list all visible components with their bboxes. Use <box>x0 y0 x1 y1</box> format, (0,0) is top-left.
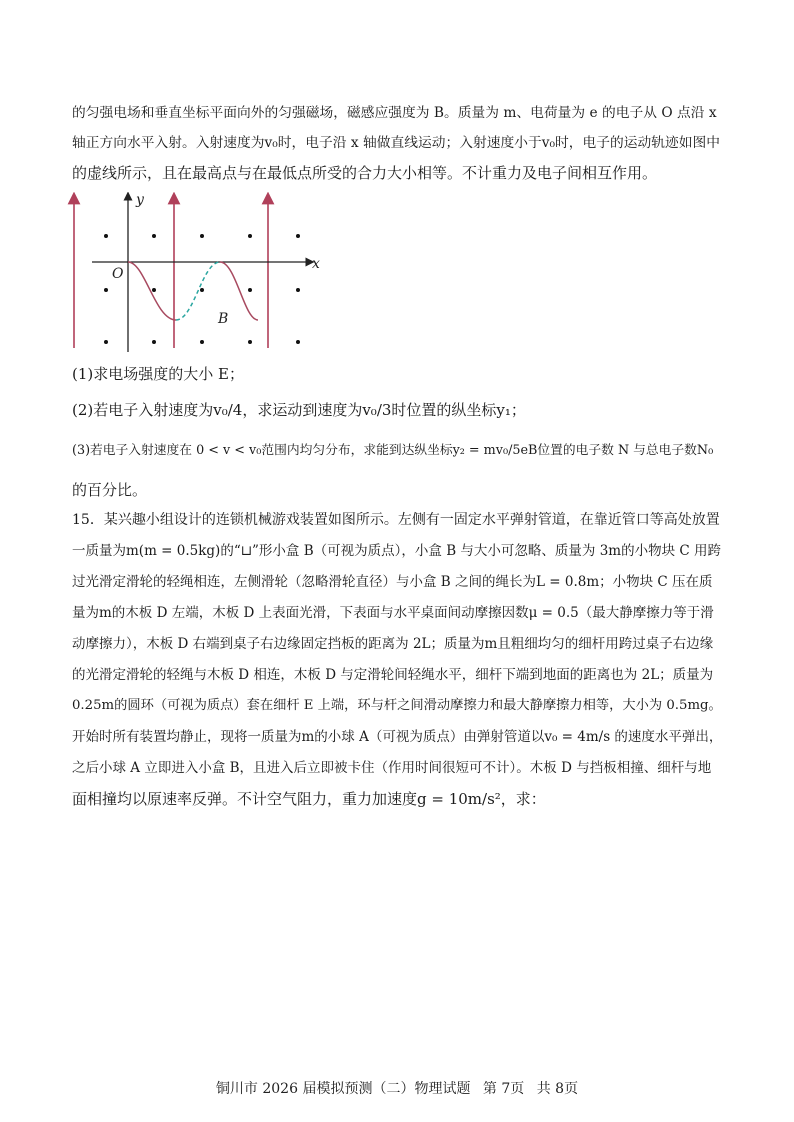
problem-15-line: 之后小球 A 立即进入小盒 B，且进入后立即被卡住（作用时间很短可不计）。木板 D 与挡板相撞、细杆与地 <box>72 760 712 776</box>
problem-15-line: 动摩擦力），木板 D 右端到桌子右边缘固定挡板的距离为 2L；质量为m且粗细均匀的细杆用跨过桌子右边缘 <box>72 636 714 652</box>
problem-15-line: 过光滑定滑轮的轻绳相连，左侧滑轮（忽略滑轮直径）与小盒 B 之间的绳长为L = 0.8m；小物块 C 压在质 <box>72 574 713 590</box>
question-2: (2)若电子入射速度为v₀/4，求运动到速度为v₀/3时位置的纵坐标y₁； <box>72 401 526 419</box>
y-axis-label: y <box>136 192 144 208</box>
magnetic-field-dots <box>104 234 300 344</box>
origin-label: O <box>112 266 124 282</box>
trajectory-dashed <box>176 262 220 320</box>
intro-line-2: 轴正方向水平入射。入射速度为v₀时，电子沿 x 轴做直线运动；入射速度小于v₀时，电子的运动轨迹如图中 <box>72 135 721 151</box>
problem-15-line: 一质量为m(m = 0.5kg)的“⊔”形小盒 B（可视为质点），小盒 B 与大小可忽略、质量为 3m的小物块 C 用跨 <box>72 543 721 559</box>
question-3-cont: 的百分比。 <box>72 481 148 499</box>
trajectory-figure <box>60 192 330 358</box>
intro-line-3: 的虚线所示，且在最高点与在最低点所受的合力大小相等。不计重力及电子间相互作用。 <box>72 164 658 182</box>
exam-title: 铜川市 2026 届模拟预测（二）物理试题 <box>215 1081 471 1097</box>
problem-15-line: 面相撞均以原速率反弹。不计空气阻力，重力加速度g = 10m/s²，求： <box>72 790 546 808</box>
field-label: B <box>218 311 229 327</box>
intro-line-1: 的匀强电场和垂直坐标平面向外的匀强磁场，磁感应强度为 B。质量为 m、电荷量为 e 的电子从 O 点沿 x <box>72 105 717 121</box>
trajectory-solid-1 <box>128 262 176 320</box>
page-number: 第 7页 <box>482 1081 525 1097</box>
problem-15-line: 的光滑定滑轮的轻绳与木板 D 相连，木板 D 与定滑轮间轻绳水平，细杆下端到地面的距离也为 2L；质量为 <box>72 667 714 683</box>
problem-15-line: 0.25m的圆环（可视为质点）套在细杆 E 上端，环与杆之间滑动摩擦力和最大静摩擦力相等，大小为 0.5mg。 <box>72 698 722 713</box>
page-total: 共 8页 <box>536 1081 579 1097</box>
x-axis-label: x <box>312 256 320 272</box>
problem-15-line: 量为m的木板 D 左端，木板 D 上表面光滑，下表面与水平桌面间动摩擦因数μ = 0.5（最大静摩擦力等于滑 <box>72 605 714 621</box>
page-footer <box>0 1078 794 1098</box>
question-3: (3)若电子入射速度在 0 < v < v₀范围内均匀分布，求能到达纵坐标y₂ = mv₀/5eB位置的电子数 N 与总电子数N₀ <box>72 443 714 458</box>
problem-15-line: 开始时所有装置均静止，现将一质量为m的小球 A（可视为质点）由弹射管道以v₀ = 4m/s 的速度水平弹出， <box>72 729 723 745</box>
question-1: (1)求电场强度的大小 E； <box>72 365 244 383</box>
problem-15-line: 15．某兴趣小组设计的连锁机械游戏装置如图所示。左侧有一固定水平弹射管道，在靠近管口等高处放置 <box>72 512 720 528</box>
